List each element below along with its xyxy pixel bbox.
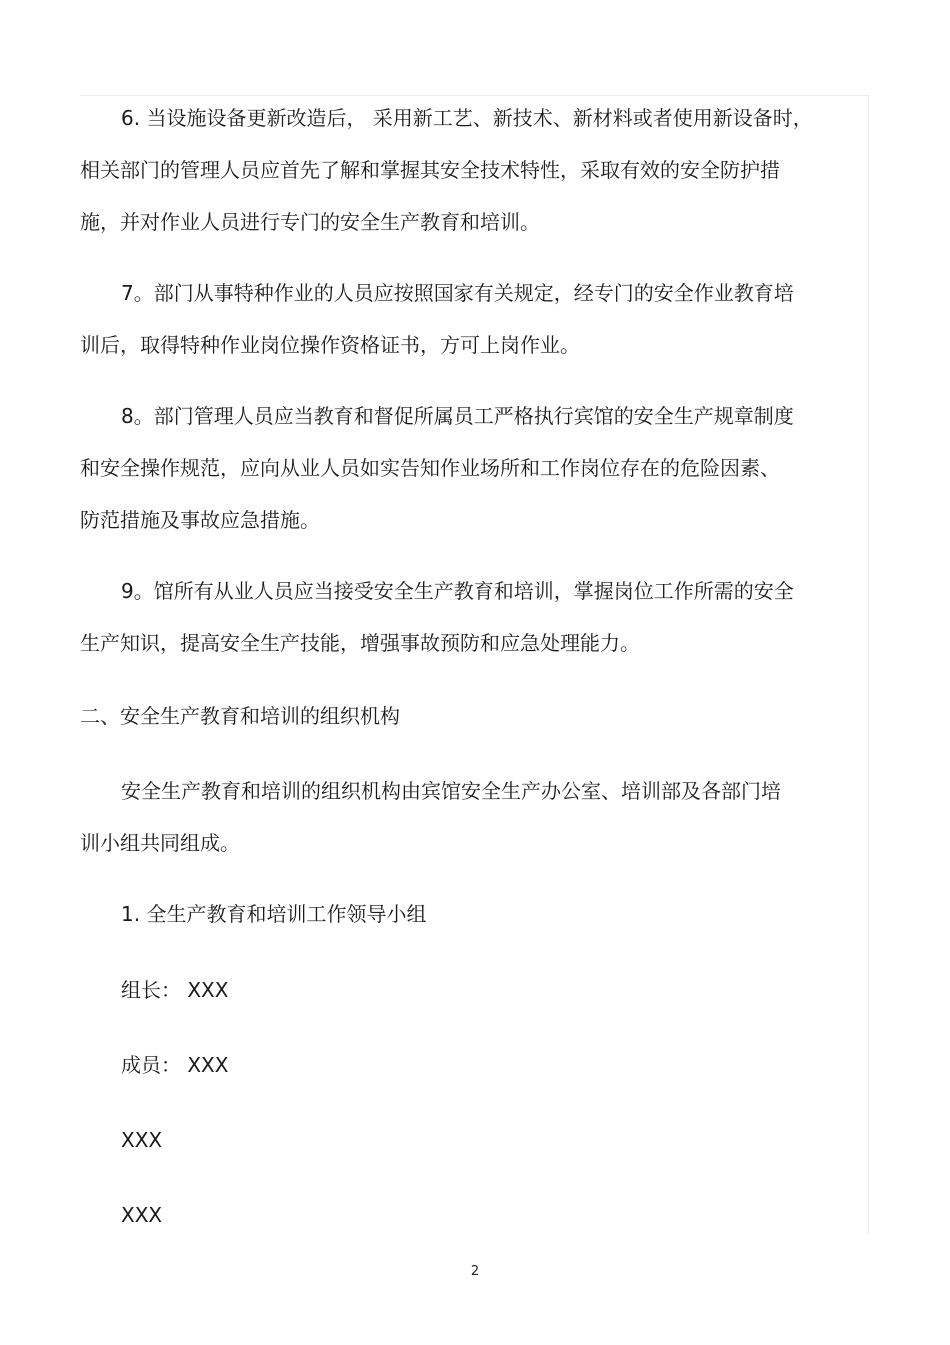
- list-item-1: [80, 888, 840, 940]
- section-heading-text: 二、安全生产教育和培训的组织机构: [80, 704, 400, 728]
- paragraph-9: [80, 565, 840, 669]
- paragraph-line: 相关部门的管理人员应首先了解和掌握其安全技术特性，采取有效的安全防护措: [80, 158, 780, 182]
- paragraph-line: 和安全操作规范，应向从业人员如实告知作业场所和工作岗位存在的危险因素、: [80, 456, 780, 480]
- group-member-text: XXX: [121, 1203, 163, 1227]
- paragraph-line: 安全生产教育和培训的组织机构由宾馆安全生产办公室、培训部及各部门培: [121, 779, 781, 803]
- paragraph-line: 训后，取得特种作业岗位操作资格证书，方可上岗作业。: [80, 333, 580, 357]
- list-item-text: 1. 全生产教育和培训工作领导小组: [121, 902, 427, 926]
- paragraph-line: 6. 当设施设备更新改造后， 采用新工艺、新技术、新材料或者使用新设备时，: [121, 106, 813, 130]
- paragraph-line: 8。部门管理人员应当教育和督促所属员工严格执行宾馆的安全生产规章制度: [121, 404, 794, 428]
- group-member-entry: [80, 1114, 840, 1166]
- group-member-text: XXX: [121, 1128, 163, 1152]
- paragraph-8: [80, 390, 840, 546]
- group-members-text: 成员： XXX: [121, 1053, 229, 1077]
- paragraph-organization: [80, 765, 840, 869]
- paragraph-line: 9。馆所有从业人员应当接受安全生产教育和培训，掌握岗位工作所需的安全: [121, 579, 794, 603]
- paragraph-line: 7。部门从事特种作业的人员应按照国家有关规定，经专门的安全作业教育培: [121, 281, 794, 305]
- page-number: 2: [470, 1264, 480, 1279]
- paragraph-line: 生产知识，提高安全生产技能，增强事故预防和应急处理能力。: [80, 631, 640, 655]
- section-heading: [80, 690, 840, 742]
- paragraph-6: [80, 92, 840, 248]
- paragraph-line: 施，并对作业人员进行专门的安全生产教育和培训。: [80, 210, 540, 234]
- group-member-entry: [80, 1189, 840, 1241]
- paragraph-7: [80, 267, 840, 371]
- paragraph-line: 训小组共同组成。: [80, 831, 240, 855]
- group-leader-text: 组长： XXX: [121, 978, 229, 1002]
- group-members: [80, 1039, 840, 1091]
- paragraph-line: 防范措施及事故应急措施。: [80, 508, 320, 532]
- group-leader: [80, 964, 840, 1016]
